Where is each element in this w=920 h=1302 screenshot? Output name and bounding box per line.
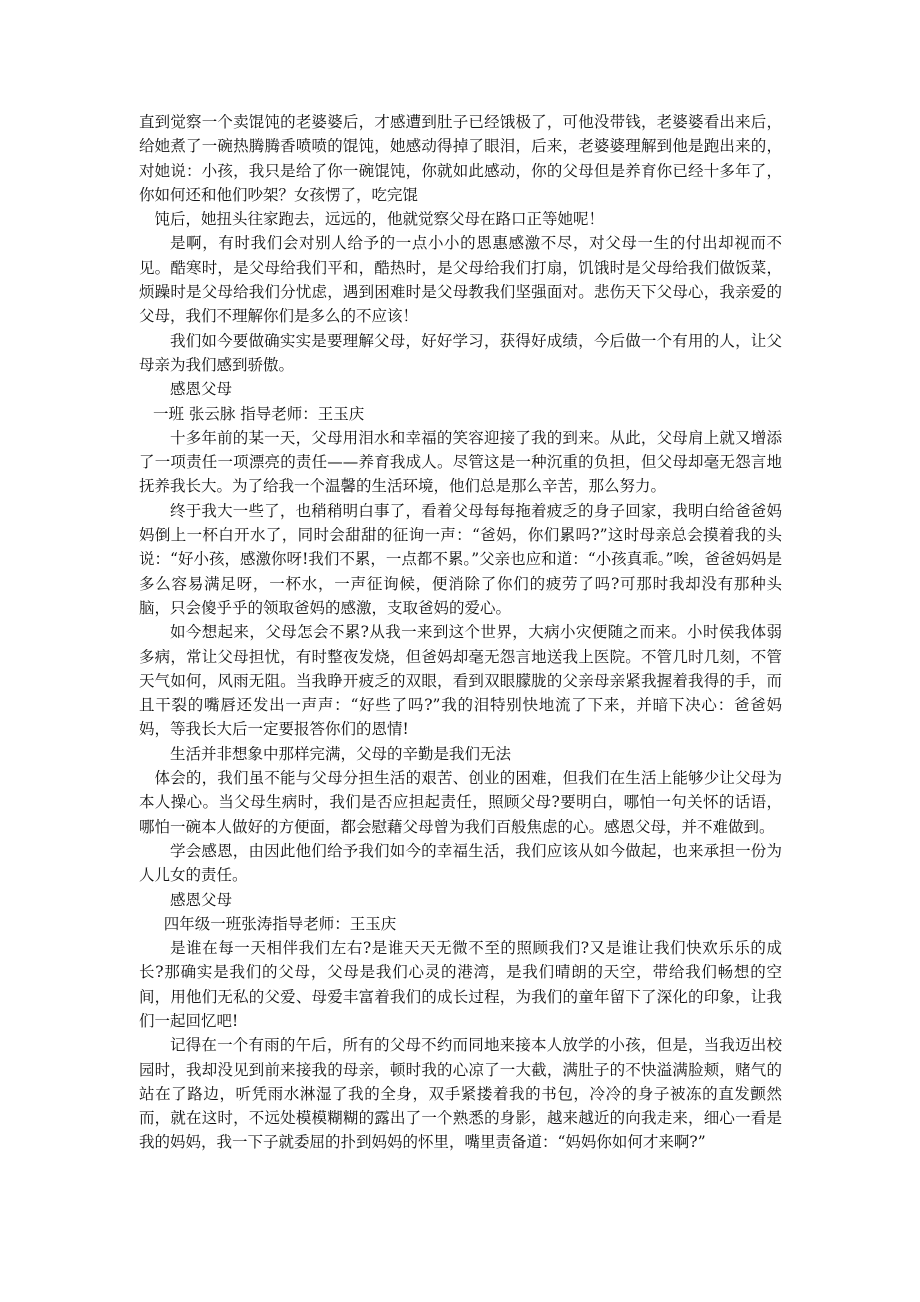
paragraph: 体会的，我们虽不能与父母分担生活的艰苦、创业的困难，但我们在生活上能够少让父母为本人操心。当父母生病时，我们是否应担起责任，照顾父母?要明白，哪怕一句关怀的话语，哪怕一碗本人做好的方便面，都会慰藉父母曾为我们百般焦虑的心。感恩父母，并不难做到。	[139, 769, 782, 836]
paragraph: 如今想起来，父母怎会不累?从我一来到这个世界，大病小灾便随之而来。小时侯我体弱多病，常让父母担忧，有时整夜发烧，但爸妈却毫无怨言地送我上医院。不管几时几刻，不管天气如何，风雨无阻。当我睁开疲乏的双眼，看到双眼朦胧的父亲母亲紧我握着我得的手，而且干裂的嘴唇还发出一声声：“好些了吗?”我的泪特别快地流了下来，并暗下决心：爸爸妈妈，等我长大后一定要报答你们的恩情!	[139, 623, 782, 739]
paragraph: 学会感恩，由因此他们给予我们如今的幸福生活，我们应该从如今做起，也来承担一份为人儿女的责任。	[139, 841, 782, 885]
paragraph: 我们如今要做确实实是要理解父母，好好学习，获得好成绩，今后做一个有用的人，让父母亲为我们感到骄傲。	[139, 331, 782, 374]
paragraph: 生活并非想象中那样完满，父母的辛勤是我们无法	[170, 744, 512, 763]
paragraph: 记得在一个有雨的午后，所有的父母不约而同地来接本人放学的小孩，但是，当我迈出校园时，我却没见到前来接我的母亲，顿时我的心凉了一大截，满肚子的不快溢满脸颊，赌气的站在了路边，听凭雨水淋湿了我的全身，双手紧搂着我的书包，冷冷的身子被冻的直发颤然而，就在这时，不远处模模糊糊的露出了一个熟悉的身影，越来越近的向我走来，细心一看是我的妈妈，我一下子就委屈的扑到妈妈的怀里，嘴里责备道：“妈妈你如何才来啊?”	[139, 1036, 782, 1152]
section-title: 感恩父母	[170, 890, 233, 909]
paragraph: 是谁在每一天相伴我们左右?是谁天天无微不至的照顾我们?又是谁让我们快欢乐乐的成长?那确实是我们的父母，父母是我们心灵的港湾，是我们晴朗的天空，带给我们畅想的空间，用他们无私的父爱、母爱丰富着我们的成长过程，为我们的童年留下了深化的印象，让我们一起回忆吧!	[139, 939, 782, 1030]
paragraph: 是啊，有时我们会对别人给予的一点小小的恩惠感激不尽，对父母一生的付出却视而不见。酷寒时，是父母给我们平和，酷热时，是父母给我们打扇，饥饿时是父母给我们做饭菜，烦躁时是父母给我们分忧虑，遇到困难时是父母教我们坚强面对。悲伤天下父母心，我亲爱的父母，我们不理解你们是多么的不应该！	[139, 234, 782, 326]
author-byline: 四年级一班张涛指导老师：王玉庆	[163, 914, 397, 933]
paragraph: 终于我大一些了，也稍稍明白事了，看着父母每每拖着疲乏的身子回家，我明白给爸爸妈妈倒上一杯白开水了，同时会甜甜的征询一声：“爸妈，你们累吗?”这时母亲总会摸着我的头说：“好小孩，感激你呀!我们不累，一点都不累。”父亲也应和道：“小孩真乖。”唉，爸爸妈妈是多么容易满足呀，一杯水，一声征询候，便消除了你们的疲劳了吗?可那时我却没有那种头脑，只会傻乎乎的领取爸妈的感激，支取爸妈的爱心。	[139, 501, 782, 617]
author-byline: 一班 张云脉 指导老师：王玉庆	[152, 404, 365, 423]
paragraph: 直到觉察一个卖馄饨的老婆婆后，才感遭到肚子已经饿极了，可他没带钱，老婆婆看出来后，给她煮了一碗热腾腾香喷喷的馄饨，她感动得掉了眼泪，后来，老婆婆理解到他是跑出来的，对她说：小孩，我只是给了你一碗馄饨，你就如此感动，你的父母但是养育你已经十多年了，你如何还和他们吵架？女孩愣了，吃完馄	[139, 113, 782, 204]
section-title: 感恩父母	[170, 380, 233, 399]
document-body	[139, 110, 782, 1155]
paragraph: 十多年前的某一天，父母用泪水和幸福的笑容迎接了我的到来。从此，父母肩上就又增添了一项责任一项漂亮的责任——养育我成人。尽管这是一种沉重的负担，但父母却毫无怨言地抚养我长大。为了给我一个温馨的生活环境，他们总是那么辛苦，那么努力。	[139, 428, 782, 496]
paragraph: 饨后，她扭头往家跑去，远远的，他就觉察父母在路口正等她呢！	[154, 210, 605, 229]
